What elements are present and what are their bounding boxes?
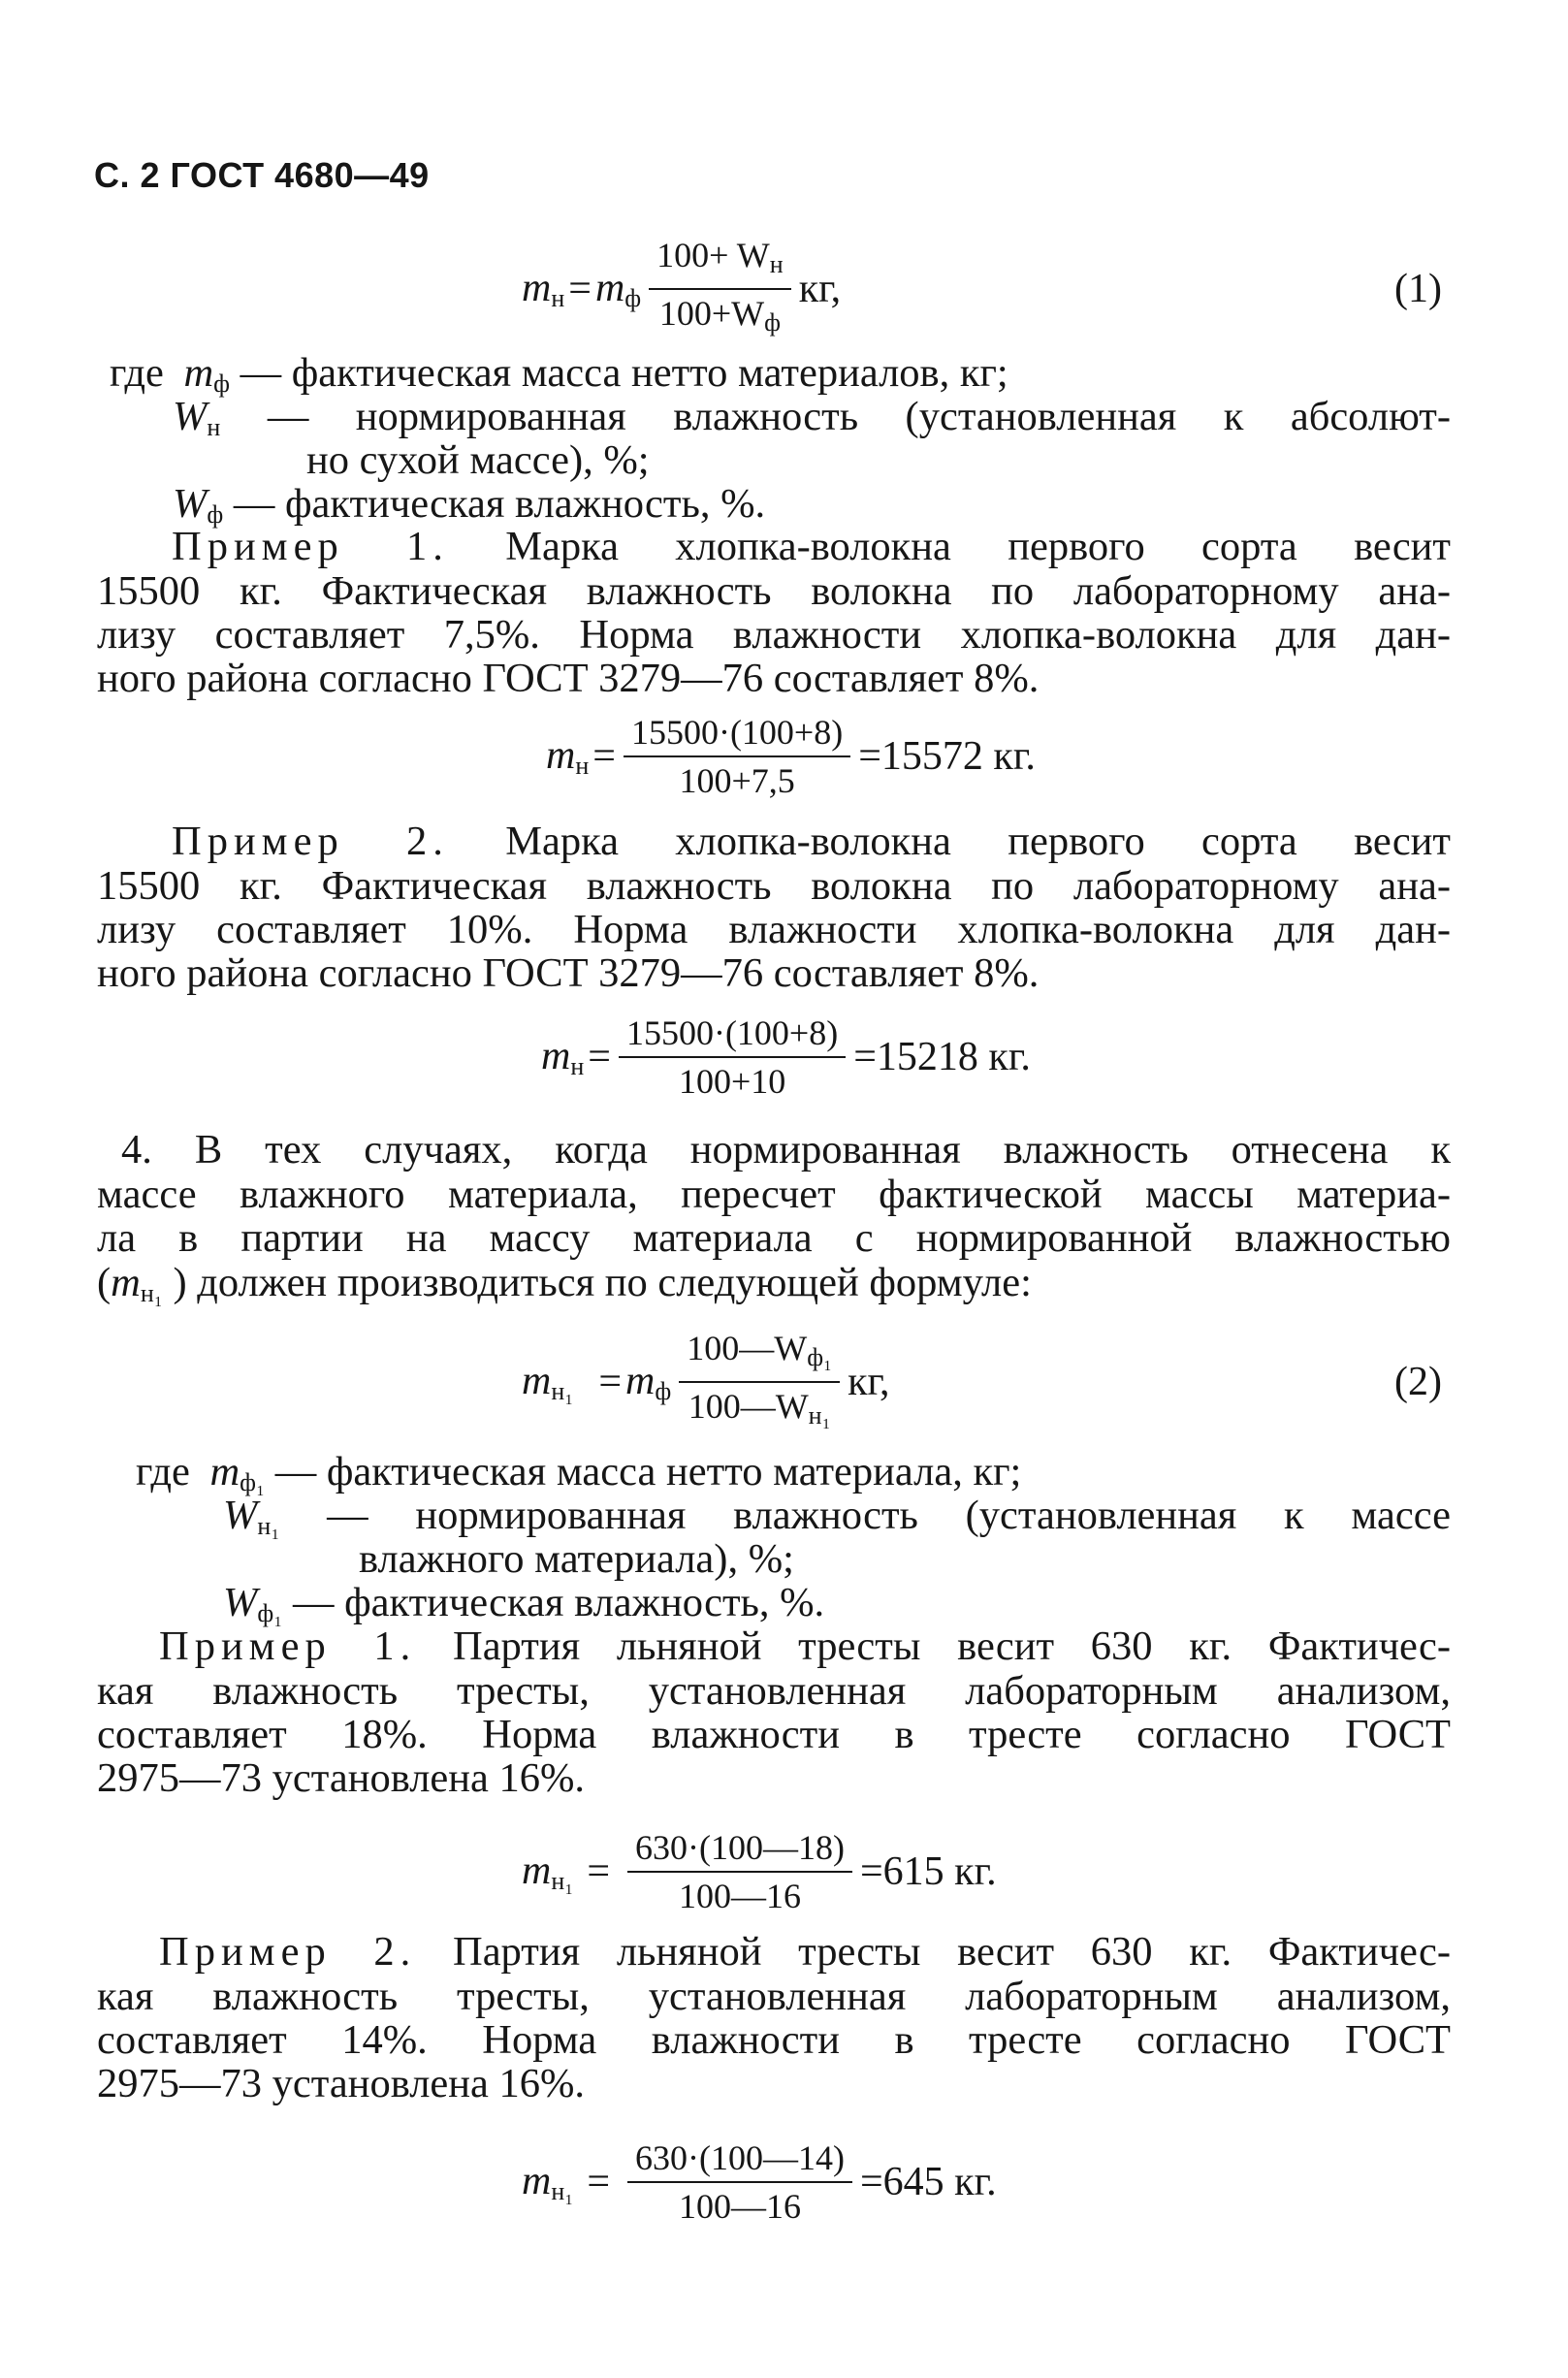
formula-1-numerator: $100+ W_н$ [649, 236, 791, 290]
page-header: С. 2 ГОСТ 4680—49 [94, 155, 430, 195]
formula-1-mass: $m_ф$ [594, 266, 642, 312]
formula-2: $m_{н_1}$ = $m_ф$ $\frac{100—W_{ф_1}}{100—W_{н_1}}$ кг, (2) [0, 1324, 1568, 1440]
equation-number-2: (2) [1394, 1360, 1442, 1404]
formula-1 [0, 231, 1568, 347]
example-paragraph: Пример 2. Партия льняной тресты весит 630 кг. Фактичес- кая влажность тресты, установленная лабораторным анализом, составляет 14%. Норма влажности в тресте согласно ГОСТ [97, 1929, 1451, 2063]
formula-1-lhs: $m_н$ [522, 266, 565, 312]
formula-1-denominator: $100+W_ф$ [658, 294, 781, 337]
section-4-last-line: ($m_{н_1}$ ) должен производиться по следующей формуле: [97, 1260, 1032, 1307]
formula-result: =615 кг. [859, 1849, 997, 1894]
equals-sign: = [568, 267, 592, 311]
fraction: $\frac{15500\cdot(100+8)}{100+10}$ [619, 1013, 846, 1101]
formula-example-4: $m_{н_1}$ = $\frac{630\cdot(100—14)}{100—16}$ =645 кг. [522, 2138, 997, 2226]
fraction: $\frac{630\cdot(100—18)}{100—16}$ [627, 1828, 852, 1915]
definition-row: $W_{ф_1}$ — фактическая влажность, %. [223, 1580, 825, 1627]
formula-result: =15572 кг. [858, 734, 1036, 779]
formula-1-unit: кг, [798, 267, 842, 311]
formula-example-2: $m_н$ = $\frac{15500\cdot(100+8)}{100+10}$ =15218 кг. [541, 1013, 1031, 1101]
definition-row: но сухой массе), %; [306, 437, 650, 483]
example-paragraph: Пример 1. Партия льняной тресты весит 630 кг. Фактичес- кая влажность тресты, установленная лабораторным анализом, составляет 18%. Норма влажности в тресте согласно ГОСТ [97, 1623, 1451, 1757]
formula-example-1: $m_н$ = $\frac{15500\cdot(100+8)}{100+7,5}$ =15572 кг. [546, 713, 1036, 800]
formula-result: =645 кг. [859, 2160, 997, 2204]
definition-row: $W_{н_1}$ — нормированная влажность (установленная к массе [223, 1493, 1452, 1540]
example-paragraph: Пример 2. Марка хлопка-волокна первого сорта весит 15500 кг. Фактическая влажность волокна по лабораторному ана- лизу составляет 10%. Норма влажности хлопка-волокна для дан- [97, 819, 1451, 952]
formula-result: =15218 кг. [853, 1035, 1031, 1079]
definition-row: где $m_ф$ — фактическая масса нетто материалов, кг; [110, 350, 1008, 398]
example-paragraph: Пример 1. Марка хлопка-волокна первого сорта весит 15500 кг. Фактическая влажность волокна по лабораторному ана- лизу составляет 7,5%. Норма влажности хлопка-волокна для дан- [97, 524, 1451, 658]
definition-row: $W_ф$ — фактическая влажность, %. [173, 481, 766, 529]
definition-row: $W_н$ — нормированная влажность (установленная к абсолют- [173, 394, 1452, 441]
definition-row: где $m_{ф_1}$ — фактическая масса нетто материала, кг; [136, 1449, 1022, 1496]
definition-row: влажного материала), %; [359, 1536, 794, 1582]
formula-2-fraction: $\frac{100—W_{ф_1}}{100—W_{н_1}}$ [679, 1329, 840, 1435]
example-paragraph-last-line: ного района согласно ГОСТ 3279—76 составляет 8%. [97, 656, 1040, 701]
example-paragraph-last-line: ного района согласно ГОСТ 3279—76 составляет 8%. [97, 950, 1040, 996]
fraction: $\frac{630\cdot(100—14)}{100—16}$ [627, 2138, 852, 2226]
fraction: $\frac{15500\cdot(100+8)}{100+7,5}$ [624, 713, 850, 800]
formula-1-fraction [649, 236, 791, 342]
section-4-paragraph: 4. В тех случаях, когда нормированная влажность отнесена к массе влажного материала, пересчет фактической массы материа- ла в партии на массу материала с нормированной влажностью [97, 1127, 1451, 1261]
equation-number-1: (1) [1394, 267, 1442, 311]
formula-example-3: $m_{н_1}$ = $\frac{630\cdot(100—18)}{100—16}$ =615 кг. [522, 1828, 997, 1915]
example-paragraph-last-line: 2975—73 установлена 16%. [97, 1755, 586, 1801]
example-paragraph-last-line: 2975—73 установлена 16%. [97, 2061, 586, 2106]
